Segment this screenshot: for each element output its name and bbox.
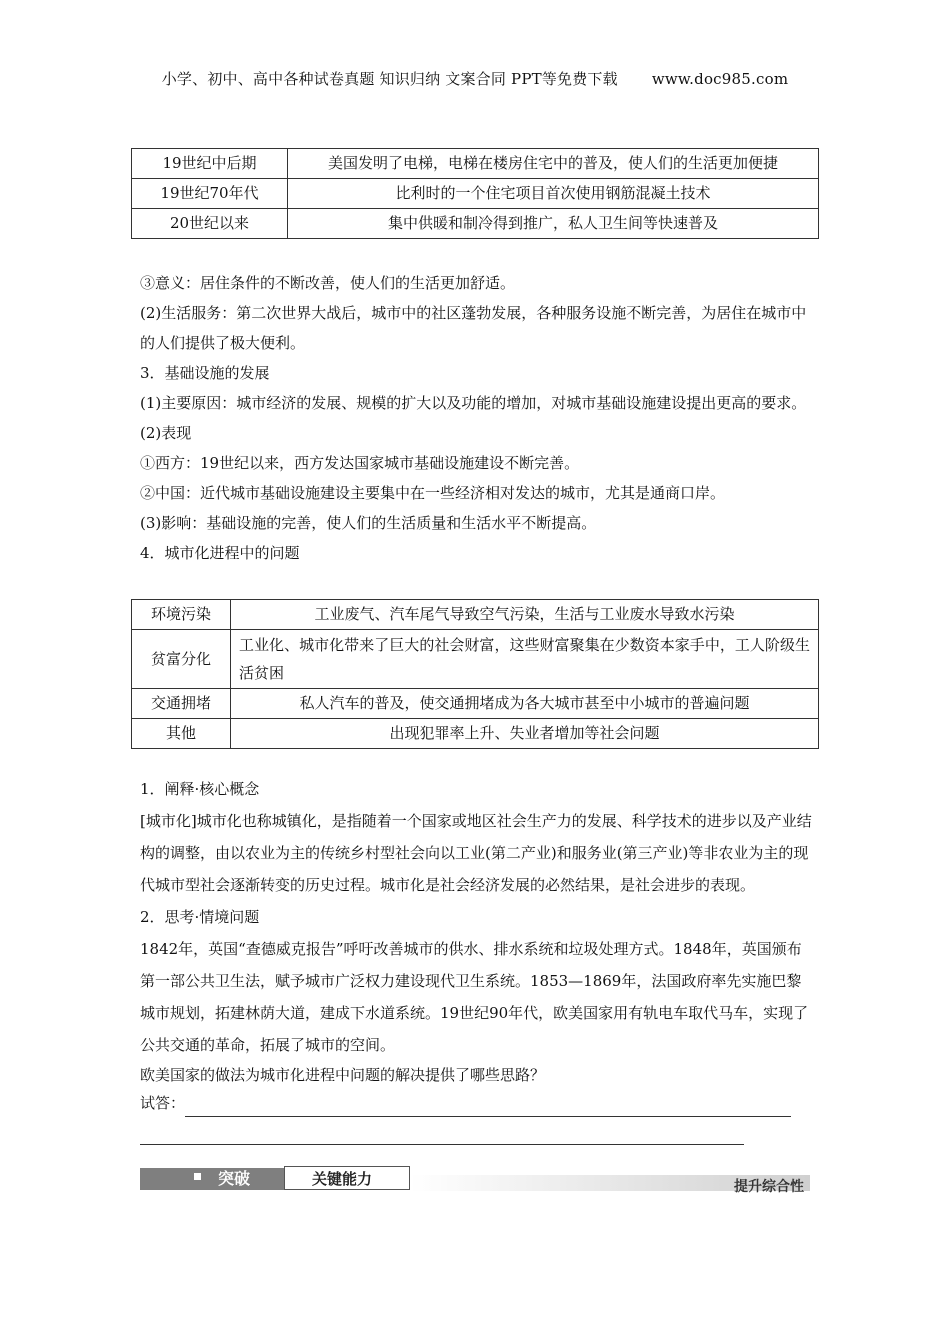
- housing-timeline-table: [131, 148, 819, 239]
- answer-line[interactable]: [185, 1096, 791, 1117]
- table-row: [132, 719, 819, 749]
- table-cell: 19世纪中后期: [132, 149, 288, 179]
- paragraph: ①西方：19世纪以来，西方发达国家城市基础设施建设不断完善。: [140, 454, 580, 472]
- table-cell: 出现犯罪率上升、失业者增加等社会问题: [231, 719, 819, 749]
- table-cell: 私人汽车的普及，使交通拥堵成为各大城市甚至中小城市的普遍问题: [231, 689, 819, 719]
- paragraph: (3)影响：基础设施的完善，使人们的生活质量和生活水平不断提高。: [140, 514, 597, 532]
- table-row: [132, 689, 819, 719]
- table-row: [132, 149, 819, 179]
- table-cell: 19世纪70年代: [132, 179, 288, 209]
- table-cell: 集中供暖和制冷得到推广，私人卫生间等快速普及: [288, 209, 819, 239]
- paragraph: (2)生活服务：第二次世界大战后，城市中的社区蓬勃发展，各种服务设施不断完善，为居住在城市中的人们提供了极大便利。: [140, 304, 807, 352]
- table-cell: 其他: [132, 719, 231, 749]
- banner-label-left: 突破: [218, 1169, 251, 1188]
- square-icon: [194, 1173, 201, 1180]
- section-heading: 3．基础设施的发展: [140, 364, 270, 382]
- answer-row: [140, 1089, 812, 1117]
- table-cell: 工业化、城市化带来了巨大的社会财富，这些财富聚集在少数资本家手中，工人阶级生活贫困: [231, 630, 819, 689]
- body-text-2: [140, 773, 812, 1145]
- section-heading: 1．阐释·核心概念: [140, 780, 260, 798]
- urbanization-problems-table: [131, 599, 819, 749]
- table-cell: 交通拥堵: [132, 689, 231, 719]
- page-header: [0, 68, 950, 89]
- section-banner: [140, 1165, 810, 1195]
- table-row: [132, 209, 819, 239]
- paragraph: (2)表现: [140, 424, 192, 442]
- paragraph: 1842年，英国“查德威克报告”呼吁改善城市的供水、排水系统和垃圾处理方式。1848年，英国颁布第一部公共卫生法，赋予城市广泛权力建设现代卫生系统。1853—1869年，法国政府率先实施巴黎城市规划，拓建林荫大道，建成下水道系统。19世纪90年代，欧美国家用有轨电车取代马车，实现了公共交通的革命，拓展了城市的空间。: [140, 940, 809, 1054]
- table-row: [132, 179, 819, 209]
- table-cell: 20世纪以来: [132, 209, 288, 239]
- body-text-1: [140, 268, 812, 568]
- paragraph: (1)主要原因：城市经济的发展、规模的扩大以及功能的增加，对城市基础设施建设提出更高的要求。: [140, 394, 807, 412]
- paragraph: ②中国：近代城市基础设施建设主要集中在一些经济相对发达的城市，尤其是通商口岸。: [140, 484, 726, 502]
- section-heading: 4．城市化进程中的问题: [140, 544, 300, 562]
- question: 欧美国家的做法为城市化进程中问题的解决提供了哪些思路？: [140, 1066, 546, 1084]
- paragraph: ③意义：居住条件的不断改善，使人们的生活更加舒适。: [140, 274, 516, 292]
- header-url[interactable]: www.doc985.com: [651, 70, 789, 88]
- table-cell: 工业废气、汽车尾气导致空气污染，生活与工业废水导致水污染: [231, 600, 819, 630]
- table-cell: 美国发明了电梯，电梯在楼房住宅中的普及，使人们的生活更加便捷: [288, 149, 819, 179]
- answer-line[interactable]: [140, 1124, 744, 1145]
- table-row: [132, 630, 819, 689]
- table-cell: 贫富分化: [132, 630, 231, 689]
- table-row: [132, 600, 819, 630]
- banner-label-right: 提升综合性: [734, 1179, 804, 1195]
- table-cell: 比利时的一个住宅项目首次使用钢筋混凝土技术: [288, 179, 819, 209]
- paragraph: [城市化]城市化也称城镇化，是指随着一个国家或地区社会生产力的发展、科学技术的进步以及产业结构的调整，由以农业为主的传统乡村型社会向以工业(第二产业)和服务业(第三产业)等非农业为主的现代城市型社会逐渐转变的历史过程。城市化是社会经济发展的必然结果，是社会进步的表现。: [140, 812, 812, 894]
- table-cell: 环境污染: [132, 600, 231, 630]
- answer-row: [140, 1117, 812, 1145]
- banner-label-middle: 关键能力: [312, 1170, 373, 1188]
- section-heading: 2．思考·情境问题: [140, 908, 260, 926]
- header-text: 小学、初中、高中各种试卷真题 知识归纳 文案合同 PPT等免费下载: [161, 70, 618, 88]
- answer-label: 试答：: [140, 1094, 186, 1112]
- banner-dark-block: [140, 1168, 285, 1190]
